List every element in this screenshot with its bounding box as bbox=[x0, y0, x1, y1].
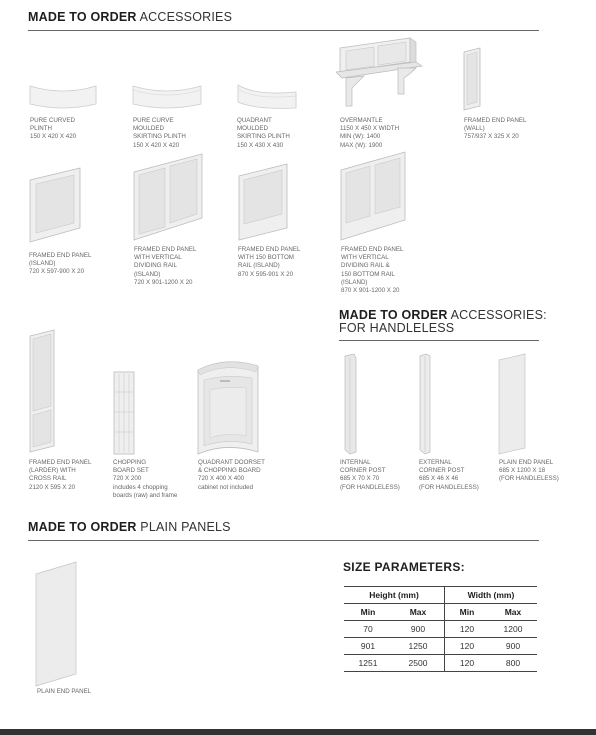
caption-line: 757/937 X 325 X 20 bbox=[464, 133, 519, 141]
caption-line: FRAMED END PANEL bbox=[464, 117, 527, 124]
size-parameters-table bbox=[344, 586, 537, 672]
caption-line: CORNER POST bbox=[340, 467, 386, 475]
caption-framed-end-panel-wall bbox=[464, 117, 526, 142]
table-cell: 901 bbox=[344, 638, 392, 655]
caption-plain-end-panel bbox=[37, 688, 91, 696]
caption-line: MOULDED bbox=[133, 125, 164, 133]
caption-line: EXTERNAL bbox=[419, 459, 452, 466]
quadrant-doorset-image bbox=[196, 356, 262, 456]
quadrant-moulded-plinth-image bbox=[236, 82, 298, 112]
caption-line: CHOPPING bbox=[113, 459, 147, 466]
table-cell: 1200 bbox=[489, 621, 537, 638]
title-bold: MADE TO ORDER bbox=[339, 308, 448, 322]
section-title-handleless bbox=[339, 309, 547, 335]
caption-line: MOULDED bbox=[237, 125, 268, 133]
caption-line: FRAMED END PANEL bbox=[29, 459, 92, 466]
framed-end-panel-larder-image bbox=[28, 328, 56, 454]
height-max-header: Max bbox=[392, 604, 445, 621]
title-rest: PLAIN PANELS bbox=[136, 520, 231, 534]
internal-corner-post-image bbox=[342, 352, 360, 456]
caption-line: PLAIN END PANEL bbox=[37, 688, 92, 695]
plain-end-panel-image bbox=[34, 560, 80, 688]
table-row bbox=[344, 638, 537, 655]
caption-line: 2120 X 595 X 20 bbox=[29, 483, 76, 491]
caption-line: (WALL) bbox=[464, 125, 485, 133]
caption-line: includes 4 chopping bbox=[113, 483, 168, 491]
width-min-header: Min bbox=[445, 604, 490, 621]
caption-line: QUADRANT bbox=[237, 117, 272, 124]
caption-quadrant-doorset bbox=[198, 459, 265, 492]
table-cell: 2500 bbox=[392, 655, 445, 672]
table-row bbox=[344, 655, 537, 672]
table-cell: 120 bbox=[445, 638, 490, 655]
caption-line: 720 X 400 X 400 bbox=[198, 475, 245, 483]
section-title-accessories bbox=[28, 10, 232, 24]
overmantle-image bbox=[336, 36, 426, 112]
caption-line: DIVIDING RAIL & bbox=[341, 262, 390, 270]
width-header: Width (mm) bbox=[445, 587, 538, 604]
caption-line: 720 X 597-900 X 20 bbox=[29, 268, 85, 276]
caption-line: 685 X 46 X 46 bbox=[419, 475, 459, 483]
caption-line: FRAMED END PANEL bbox=[341, 246, 404, 253]
caption-framed-vertical-bottom-rail bbox=[341, 246, 403, 295]
caption-line: (FOR HANDLELESS) bbox=[419, 483, 479, 491]
framed-end-panel-wall-image bbox=[462, 46, 484, 112]
footer-bar bbox=[0, 729, 596, 735]
caption-pure-curved-plinth bbox=[30, 117, 76, 142]
caption-line: (LARDER) WITH bbox=[29, 467, 76, 475]
caption-line: SKIRTING PLINTH bbox=[133, 133, 186, 141]
caption-line: (ISLAND) bbox=[341, 278, 368, 286]
caption-line: cabinet not included bbox=[198, 483, 254, 491]
caption-quadrant-moulded bbox=[237, 117, 290, 150]
caption-plain-end-panel-handleless bbox=[499, 459, 559, 484]
caption-line: SKIRTING PLINTH bbox=[237, 133, 290, 141]
caption-line: PURE CURVED bbox=[30, 117, 75, 124]
caption-framed-vertical-rail bbox=[134, 246, 196, 287]
size-parameters-title: SIZE PARAMETERS: bbox=[343, 560, 465, 574]
caption-line: BOARD SET bbox=[113, 467, 149, 475]
caption-line: (ISLAND) bbox=[134, 270, 161, 278]
caption-line: QUADRANT DOORSET bbox=[198, 459, 265, 466]
caption-line: CORNER POST bbox=[419, 467, 465, 475]
table-cell: 900 bbox=[392, 621, 445, 638]
title-rest: ACCESSORIES bbox=[136, 10, 233, 24]
caption-framed-bottom-rail bbox=[238, 246, 300, 279]
caption-framed-end-panel-larder bbox=[29, 459, 91, 492]
title-bold: MADE TO ORDER bbox=[28, 10, 137, 24]
caption-line: 150 X 420 X 420 bbox=[30, 133, 77, 141]
caption-line: 720 X 200 bbox=[113, 475, 142, 483]
framed-end-panel-vertical-rail-image bbox=[132, 152, 204, 242]
width-max-header: Max bbox=[489, 604, 537, 621]
caption-line: CROSS RAIL bbox=[29, 475, 67, 483]
external-corner-post-image bbox=[418, 352, 434, 456]
table-sub-header-row bbox=[344, 604, 537, 621]
table-cell: 800 bbox=[489, 655, 537, 672]
framed-end-panel-bottom-rail-image bbox=[237, 162, 289, 242]
caption-line: 150 X 420 X 420 bbox=[133, 141, 180, 149]
caption-line: FRAMED END PANEL bbox=[134, 246, 197, 253]
table-cell: 70 bbox=[344, 621, 392, 638]
caption-line: 150 X 430 X 430 bbox=[237, 141, 284, 149]
caption-chopping-board-set bbox=[113, 459, 177, 500]
caption-line: FRAMED END PANEL bbox=[29, 252, 92, 259]
table-cell: 120 bbox=[445, 655, 490, 672]
caption-line: MIN (W): 1400 bbox=[340, 133, 381, 141]
caption-overmantle bbox=[340, 117, 399, 150]
table-cell: 900 bbox=[489, 638, 537, 655]
title-line2: FOR HANDLELESS bbox=[339, 321, 455, 335]
caption-line: 685 X 70 X 70 bbox=[340, 475, 380, 483]
caption-line: (FOR HANDLELESS) bbox=[340, 483, 400, 491]
table-cell: 120 bbox=[445, 621, 490, 638]
caption-line: 720 X 901-1200 X 20 bbox=[134, 278, 193, 286]
caption-line: 870 X 595-901 X 20 bbox=[238, 270, 294, 278]
table-cell: 1251 bbox=[344, 655, 392, 672]
caption-internal-corner-post bbox=[340, 459, 400, 492]
caption-line: & CHOPPING BOARD bbox=[198, 467, 261, 475]
section-divider bbox=[339, 340, 539, 341]
pure-curved-plinth-image bbox=[28, 82, 98, 112]
caption-line: (ISLAND) bbox=[29, 260, 56, 268]
framed-end-panel-island-image bbox=[28, 166, 84, 244]
chopping-board-set-image bbox=[112, 370, 138, 456]
caption-line: INTERNAL bbox=[340, 459, 371, 466]
height-min-header: Min bbox=[344, 604, 392, 621]
caption-line: WITH VERTICAL bbox=[341, 254, 389, 262]
plain-end-panel-handleless-image bbox=[497, 352, 527, 456]
table-group-header-row bbox=[344, 587, 537, 604]
caption-line: FRAMED END PANEL bbox=[238, 246, 301, 253]
caption-line: boards (raw) and frame bbox=[113, 491, 178, 499]
caption-line: PURE CURVE bbox=[133, 117, 174, 124]
caption-line: WITH VERTICAL bbox=[134, 254, 182, 262]
caption-external-corner-post bbox=[419, 459, 479, 492]
pure-curve-moulded-plinth-image bbox=[131, 82, 203, 112]
caption-line: PLINTH bbox=[30, 125, 53, 133]
caption-framed-end-panel-island bbox=[29, 252, 91, 277]
caption-line: 685 X 1200 X 18 bbox=[499, 467, 546, 475]
caption-line: 1150 X 450 X WIDTH bbox=[340, 125, 400, 133]
caption-pure-curve-moulded bbox=[133, 117, 186, 150]
height-header: Height (mm) bbox=[344, 587, 445, 604]
title-bold: MADE TO ORDER bbox=[28, 520, 137, 534]
caption-line: 870 X 901-1200 X 20 bbox=[341, 287, 400, 295]
table-row bbox=[344, 621, 537, 638]
caption-line: WITH 150 BOTTOM bbox=[238, 254, 294, 262]
framed-end-panel-vertical-bottom-rail-image bbox=[339, 150, 407, 242]
table-cell: 1250 bbox=[392, 638, 445, 655]
section-divider bbox=[28, 30, 539, 31]
caption-line: PLAIN END PANEL bbox=[499, 459, 554, 466]
section-divider bbox=[28, 540, 539, 541]
section-title-plain-panels bbox=[28, 520, 231, 534]
caption-line: DIVIDING RAIL bbox=[134, 262, 177, 270]
caption-line: RAIL (ISLAND) bbox=[238, 262, 280, 270]
caption-line: MAX (W): 1900 bbox=[340, 141, 383, 149]
caption-line: OVERMANTLE bbox=[340, 117, 383, 124]
caption-line: 150 BOTTOM RAIL bbox=[341, 270, 395, 278]
title-rest: ACCESSORIES: bbox=[447, 308, 547, 322]
caption-line: (FOR HANDLELESS) bbox=[499, 475, 559, 483]
